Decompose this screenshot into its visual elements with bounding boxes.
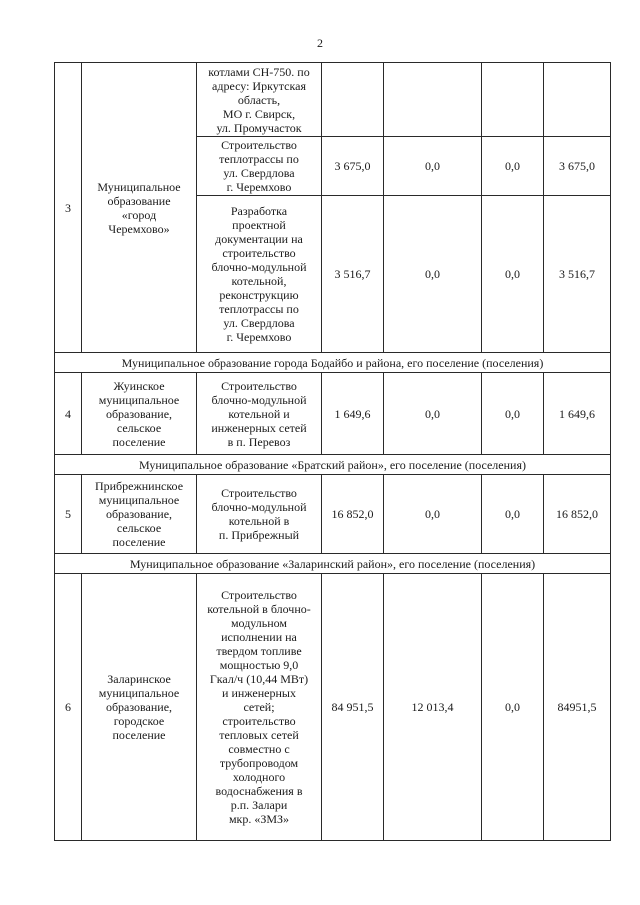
table-row [55, 475, 611, 554]
value-cell: 16 852,0 [322, 475, 384, 554]
object-cell: котлами СН-750. по адресу: Иркутская область, МО г. Свирск, ул. Промучасток [197, 63, 322, 137]
value-cell [322, 63, 384, 137]
section-header: Муниципальное образование «Братский район», его поселение (поселения) [55, 455, 611, 475]
municipality-cell: Прибрежнинское муниципальное образование, сельское поселение [82, 475, 197, 554]
value-cell: 84 951,5 [322, 574, 384, 841]
value-cell [384, 63, 482, 137]
value-cell: 0,0 [482, 574, 544, 841]
section-header-row [55, 353, 611, 373]
table-row [55, 373, 611, 455]
value-cell: 12 013,4 [384, 574, 482, 841]
table-row [55, 63, 611, 137]
value-cell: 0,0 [384, 137, 482, 196]
value-cell: 0,0 [482, 373, 544, 455]
object-cell: Строительство блочно-модульной котельной в п. Прибрежный [197, 475, 322, 554]
section-header: Муниципальное образование города Бодайбо и района, его поселение (поселения) [55, 353, 611, 373]
value-cell: 0,0 [482, 137, 544, 196]
page-number: 2 [317, 36, 323, 50]
value-cell: 1 649,6 [322, 373, 384, 455]
municipality-cell: Муниципальное образование «город Черемхово» [82, 63, 197, 353]
municipality-cell: Жуинское муниципальное образование, сельское поселение [82, 373, 197, 455]
row-number: 5 [55, 475, 82, 554]
object-cell: Строительство теплотрассы по ул. Свердлова г. Черемхово [197, 137, 322, 196]
value-cell [544, 63, 611, 137]
value-cell [482, 63, 544, 137]
section-header-row [55, 455, 611, 475]
value-cell: 3 516,7 [544, 196, 611, 353]
value-cell: 0,0 [384, 373, 482, 455]
section-header-row [55, 554, 611, 574]
row-number: 6 [55, 574, 82, 841]
value-cell: 3 516,7 [322, 196, 384, 353]
value-cell: 3 675,0 [322, 137, 384, 196]
row-number: 3 [55, 63, 82, 353]
funding-table [54, 62, 611, 841]
value-cell: 0,0 [384, 196, 482, 353]
municipality-cell: Заларинское муниципальное образование, городское поселение [82, 574, 197, 841]
value-cell: 84951,5 [544, 574, 611, 841]
table-row [55, 574, 611, 841]
value-cell: 0,0 [482, 475, 544, 554]
object-cell: Разработка проектной документации на строительство блочно-модульной котельной, реконструкцию теплотрассы по ул. Свердлова г. Черемхово [197, 196, 322, 353]
value-cell: 3 675,0 [544, 137, 611, 196]
object-cell: Строительство блочно-модульной котельной и инженерных сетей в п. Перевоз [197, 373, 322, 455]
section-header: Муниципальное образование «Заларинский район», его поселение (поселения) [55, 554, 611, 574]
value-cell: 0,0 [482, 196, 544, 353]
object-cell: Строительство котельной в блочно- модульном исполнении на твердом топливе мощностью 9,0 Гкал/ч (10,44 МВт) и инженерных сетей; строительство тепловых сетей совместно с трубопроводом холодного водоснабжения в р.п. Залари мкр. «ЗМЗ» [197, 574, 322, 841]
row-number: 4 [55, 373, 82, 455]
value-cell: 0,0 [384, 475, 482, 554]
value-cell: 1 649,6 [544, 373, 611, 455]
value-cell: 16 852,0 [544, 475, 611, 554]
